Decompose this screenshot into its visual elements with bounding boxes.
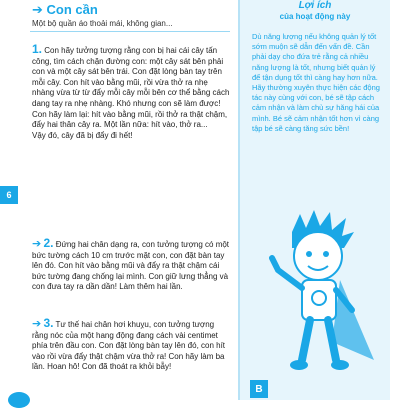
- benefits-panel: [238, 0, 390, 400]
- divider: [30, 31, 230, 32]
- left-column: [30, 0, 235, 400]
- superhero-boy-illustration: [262, 210, 377, 375]
- step-3: ➔ 3. Tư thế hai chân hơi khuỵu, con tưởng tượng rằng nóc của một hang động đang cách vài centimet phía trên đầu con. Con đặt lòng bàn tay lên đó, con hít vào rồi vừa đẩy thật chậm vừa thở ra! Con hãy làm ba lần. Hoan hô! Con đã thoát ra khỏi bẫy!: [32, 316, 226, 372]
- arrow-right-icon: ➔: [32, 318, 42, 330]
- step-1: 1. Con hãy tưởng tượng rằng con bị hai cái cây tấn công, tìm cách chặn đường con: một cây sát bên phải con và một cây sát bên trái. Con đặt lòng bàn tay trên mỗi cây. Con hít vào bằng mũi, rồi vừa thở ra nhẹ nhàng vừa từ từ đẩy mỗi cây mỗi bên cơ thể bằng cách dang tay ra nhẹ nhàng. Khó nhưng con sẽ làm được! Con hãy làm lại: hít vào bằng mũi, rồi thở ra thật chậm, đẩy hai thân cây ra. Một lần nữa: hít vào, thở ra... Vậy đó, cây đã bị đẩy đi hết!: [32, 42, 230, 140]
- section-badge: B: [250, 380, 268, 398]
- page-number-badge: 6: [0, 186, 18, 204]
- arrow-right-icon: ➔: [32, 2, 43, 17]
- decorative-dot: [8, 392, 30, 408]
- step-2: ➔ 2. Đứng hai chân dạng ra, con tưởng tượng có một bức tường cách 10 cm trước mặt con, con đặt bàn tay lên đó. Con hít vào bằng mũi và đẩy ra thật chậm cái bức tường đang chống lại mình. Con giữ lưng thẳng và con đưa tay ra dần dần! Làm thêm hai lần.: [32, 236, 230, 292]
- section-heading: ➔ Con cần: [32, 2, 98, 17]
- benefits-title: Lợi ích: [298, 0, 332, 11]
- benefits-text: Dù năng lượng nếu không quản lý tốt sớm muộn sẽ dẫn đến vấn đề. Cần phải dạy cho đứa trẻ rằng cả nhiều năng lượng là tốt, nhưng biết quản lý để tận dụng tốt thì càng hay hơn nữa. Hãy thường xuyên thực hiện các động tác này cùng với con, bé sẽ tập cách cảm nhận và làm chủ sự hăng hái của mình. Bé sẽ cảm nhận tốt hơn vì càng tập bé sẽ càng tăng sức bền!: [252, 32, 380, 133]
- section-subtitle: Một bộ quần áo thoải mái, không gian...: [32, 19, 173, 28]
- arrow-right-icon: ➔: [32, 238, 42, 250]
- benefits-subtitle: của hoạt động này: [279, 12, 351, 21]
